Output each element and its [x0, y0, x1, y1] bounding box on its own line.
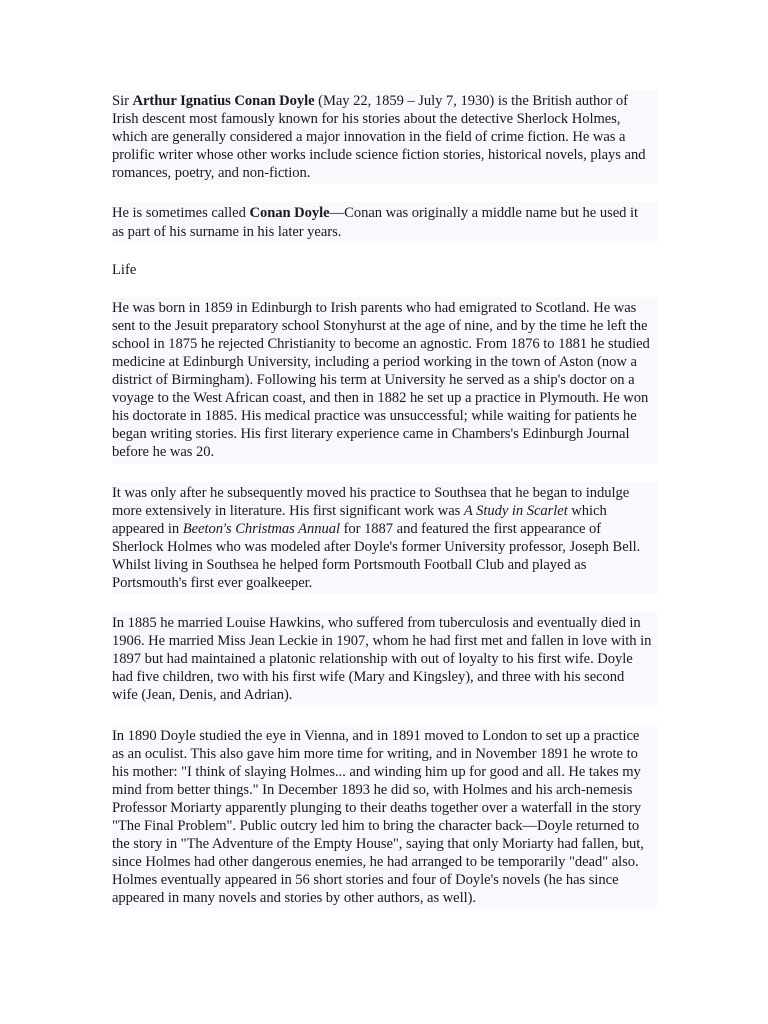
life2-text-a: It was only after he subsequently moved his practice to Southsea that he began to indulge more extensively in literature. His first significant work was [112, 484, 630, 519]
work-title-beetons-annual: Beeton's Christmas Annual [182, 520, 340, 537]
intro-text: (May 22, 1859 – July 7, 1930) is the British author of Irish descent most famously known for his stories about the detective Sherlock Holmes, which are generally considered a major innovation in the field of crime fiction. He was a prolific writer whose other works include science fiction stories, historical novels, plays and romances, poetry, and non-fiction. [112, 93, 646, 182]
intro-paragraph-2 [112, 202, 657, 242]
life-paragraph-3: In 1885 he married Louise Hawkins, who suffered from tuberculosis and eventually died in 1906. He married Miss Jean Leckie in 1907, whom he had first met and fallen in love with in 1897 but had maintained a platonic relationship with out of loyalty to his first wife. Doyle had five children, two with his first wife (Mary and Kingsley), and three with his second wife (Jean, Denis, and Adrian). [112, 612, 657, 706]
life-paragraph-1: He was born in 1859 in Edinburgh to Irish parents who had emigrated to Scotland. He was sent to the Jesuit preparatory school Stonyhurst at the age of nine, and by the time he left the school in 1875 he rejected Christianity to become an agnostic. From 1876 to 1881 he studied medicine at Edinburgh University, including a period working in the town of Aston (now a district of Birmingham). Following his term at University he served as a ship's doctor on a voyage to the West African coast, and then in 1882 he set up a practice in Plymouth. He won his doctorate in 1885. His medical practice was unsuccessful; while waiting for patients he began writing stories. His first literary experience came in Chambers's Edinburgh Journal before he was 20. [112, 297, 657, 464]
life2-text-b: which appeared in [112, 502, 607, 537]
document-page [112, 90, 657, 927]
intro2-text: —Conan was originally a middle name but he used it as part of his surname in his later years. [112, 205, 638, 240]
life2-text-c: for 1887 and featured the first appearance of Sherlock Holmes who was modeled after Doyle's former University professor, Joseph Bell. Whilst living in Southsea he helped form Portsmouth Football Club and played as Portsmouth's first ever goalkeeper. [112, 520, 641, 591]
life-paragraph-2 [112, 482, 657, 595]
section-heading-life: Life [112, 261, 657, 279]
intro-paragraph-1 [112, 90, 657, 184]
intro-prefix: Sir [112, 93, 133, 109]
life-paragraph-4: In 1890 Doyle studied the eye in Vienna, and in 1891 moved to London to set up a practice as an oculist. This also gave him more time for writing, and in November 1891 he wrote to his mother: "I think of slaying Holmes... and winding him up for good and all. He takes my mind from better things." In December 1893 he did so, with Holmes and his arch-nemesis Professor Moriarty apparently plunging to their deaths together over a waterfall in the story "The Final Problem". Public outcry led him to bring the character back—Doyle returned to the story in "The Adventure of the Empty House", saying that only Moriarty had fallen, but, since Holmes had other dangerous enemies, he had arranged to be temporarily "dead" also. Holmes eventually appeared in 56 short stories and four of Doyle's novels (he has since appeared in many novels and stories by other authors, as well). [112, 725, 657, 910]
work-title-study-in-scarlet: A Study in Scarlet [463, 502, 568, 519]
short-name: Conan Doyle [249, 205, 330, 222]
full-name: Arthur Ignatius Conan Doyle [132, 93, 315, 109]
intro2-prefix: He is sometimes called [112, 205, 250, 222]
